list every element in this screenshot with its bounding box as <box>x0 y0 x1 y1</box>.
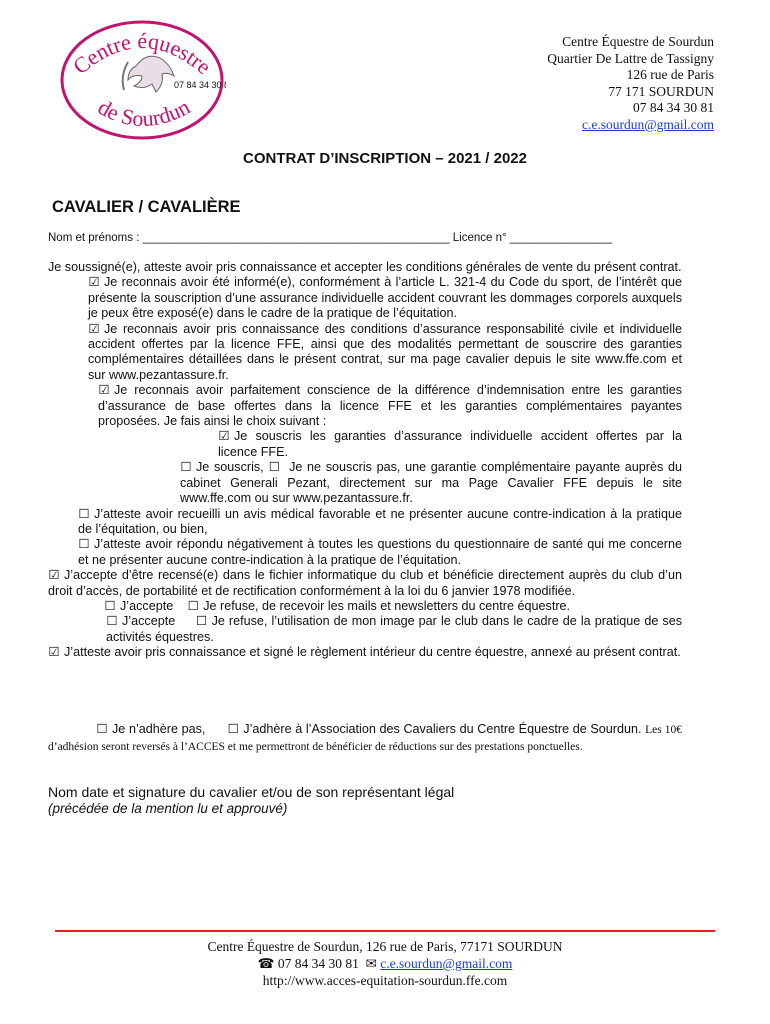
option-not-subscribe: Je ne souscris pas, une garantie complémentaire payante auprès du cabinet Generali Pezant, directement sur ma Page Cavalier FFE depuis le site www.ffe.com ou sur www.pezantassure.fr. <box>180 460 682 506</box>
name-licence-field[interactable]: Nom et prénoms : ________________________________________________ Licence n° ________________ <box>48 232 613 244</box>
club-address-block <box>547 34 714 133</box>
option-no-membership: Je n’adhère pas, <box>112 722 206 736</box>
club-email-link[interactable]: c.e.sourdun@gmail.com <box>581 116 714 132</box>
option-membership: J’adhère à l’Association des Cavaliers du Centre Équestre de Sourdun. <box>243 722 642 736</box>
mail-icon: ✉ <box>365 956 377 971</box>
footer-divider <box>55 930 715 932</box>
checkbox-unchecked[interactable]: ☐ <box>268 460 281 475</box>
club-address-line2: 126 rue de Paris <box>626 67 714 82</box>
checkbox-unchecked[interactable]: ☐ <box>180 460 192 475</box>
checkbox-checked[interactable]: ☑ <box>48 568 60 583</box>
section-heading: CAVALIER / CAVALIÈRE <box>52 198 241 216</box>
checkbox-checked[interactable]: ☑ <box>88 321 100 336</box>
statement-insurance-conditions: Je reconnais avoir pris connaissance des conditions d’assurance responsabilité civile et individuelle accident offertes par la licence FFE, ainsi que des modalités permettant de souscrire des garanties complémentaires détaillées dans le présent contrat, sur ma page cavalier depuis le site www.ffe.com et sur www.pezantassure.fr. <box>88 321 682 382</box>
option-accept-mails: J’accepte <box>120 598 174 613</box>
checkbox-unchecked[interactable]: ☐ <box>106 614 118 629</box>
logo-text-top: Centre équestre <box>68 27 217 80</box>
footer-email-link[interactable]: c.e.sourdun@gmail.com <box>380 956 513 971</box>
statement-data-registration: J’accepte d’être recensé(e) dans le fichier informatique du club et bénéficie directement auprès du club d’un droit d’accès, de portabilité et de rectification conformément à la loi du 6 janvier 1978 modifiée. <box>48 568 682 598</box>
club-phone: 07 84 34 30 81 <box>633 100 714 115</box>
option-subscribe-ffe: Je souscris les garanties d’assurance individuelle accident offertes par la licence FFE. <box>218 429 682 459</box>
checkbox-checked[interactable]: ☑ <box>48 645 60 660</box>
footer-website[interactable]: http://www.acces-equitation-sourdun.ffe.com <box>262 973 508 988</box>
option-accept-image: J’accepte <box>122 614 176 629</box>
statement-internal-rules: J’atteste avoir pris connaissance et signé le règlement intérieur du centre équestre, annexé au présent contrat. <box>64 645 681 660</box>
footer <box>0 938 770 989</box>
checkbox-unchecked[interactable]: ☐ <box>104 598 116 613</box>
checkbox-checked[interactable]: ☑ <box>88 275 100 290</box>
logo-text-bottom: de Sourdun <box>93 93 194 132</box>
logo <box>58 18 226 142</box>
phone-icon: ☎ <box>257 956 275 971</box>
checkbox-unchecked[interactable]: ☐ <box>187 598 199 613</box>
signature-mention: (précédée de la mention lu et approuvé) <box>48 801 288 816</box>
checkbox-unchecked[interactable]: ☐ <box>78 506 90 521</box>
statement-health-questionnaire: J’atteste avoir répondu négativement à toutes les questions du questionnaire de santé qui me concerne et ne présenter aucune contre-indication à la pratique de l’équitation. <box>78 537 682 567</box>
footer-phone: 07 84 34 30 81 <box>277 956 359 971</box>
statement-indemnity-difference: Je reconnais avoir parfaitement conscience de la différence d’indemnisation entre les garanties d’assurance de base offertes dans la licence FFE et les garanties complémentaires payantes proposées. Je fais ainsi le choix suivant : <box>98 383 682 429</box>
statement-medical-opinion: J’atteste avoir recueilli un avis médical favorable et ne présenter aucune contre-indication à la pratique de l’équitation, ou bien, <box>78 506 682 536</box>
page-title: CONTRAT D’INSCRIPTION – 2021 / 2022 <box>243 150 527 167</box>
checkbox-unchecked[interactable]: ☐ <box>78 537 90 552</box>
option-subscribe-label: Je souscris, <box>196 460 264 475</box>
statement-insurance-info: Je reconnais avoir été informé(e), conformément à l’article L. 321-4 du Code du sport, de l’intérêt que présente la souscription d’une assurance individuelle accident couvrant les dommages corporels auxquels je peux être exposé(e) dans le cadre de la pratique de l’équitation. <box>88 275 682 321</box>
membership-note: Les 10€ d’adhésion seront reversés à l’ACCES et me permettront de bénéficier de réductions sur des prestations ponctuelles. <box>48 724 683 753</box>
checkbox-checked[interactable]: ☑ <box>218 429 230 444</box>
svg-text:de Sourdun <box>94 94 194 131</box>
club-name: Centre Équestre de Sourdun <box>562 34 714 49</box>
checkbox-unchecked[interactable]: ☐ <box>195 614 208 629</box>
option-refuse-mails: Je refuse, de recevoir les mails et newsletters du centre équestre. <box>203 598 571 613</box>
statement-general-conditions: Je soussigné(e), atteste avoir pris connaissance et accepter les conditions générales de vente du présent contrat. <box>48 260 682 274</box>
logo-phone: 07 84 34 30 <box>174 80 222 90</box>
signature-label: Nom date et signature du cavalier et/ou de son représentant légal <box>48 784 455 800</box>
club-address-line1: Quartier De Lattre de Tassigny <box>547 50 714 66</box>
club-address-line3: 77 171 SOURDUN <box>608 83 714 99</box>
option-refuse-image: Je refuse, l’utilisation de mon image par le club dans le cadre de la pratique de ses activités équestres. <box>106 614 682 644</box>
association-choice <box>48 722 682 755</box>
contract-body <box>48 260 682 661</box>
checkbox-unchecked[interactable]: ☐ <box>227 722 239 736</box>
footer-address: Centre Équestre de Sourdun, 126 rue de Paris, 77171 SOURDUN <box>207 939 563 954</box>
checkbox-unchecked[interactable]: ☐ <box>96 722 108 736</box>
checkbox-checked[interactable]: ☑ <box>98 383 110 398</box>
